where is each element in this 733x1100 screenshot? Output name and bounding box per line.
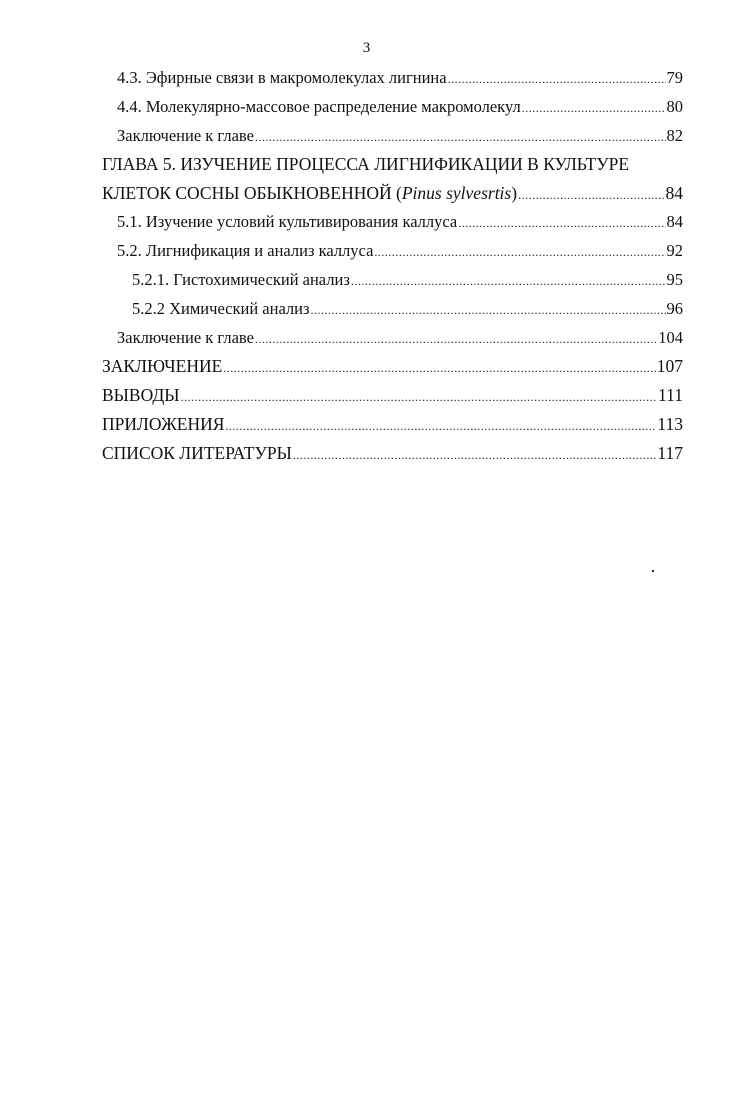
toc-entry-page: 84 — [665, 183, 683, 203]
toc-entry-title — [102, 183, 517, 203]
chapter-5-title-close: ) — [511, 183, 518, 203]
toc-entry-title: 5.2.2 Химический анализ — [132, 299, 310, 318]
toc-leader-dots — [255, 328, 657, 348]
chapter-5-title-text: КЛЕТОК СОСНЫ ОБЫКНОВЕННОЙ ( — [102, 183, 402, 203]
toc-entry-title: ПРИЛОЖЕНИЯ — [102, 414, 225, 434]
toc-entry-page: 82 — [666, 126, 683, 145]
toc-entry-title: 4.4. Молекулярно-массовое распределение макромолекул — [117, 97, 521, 116]
toc-leader-dots — [518, 183, 664, 203]
toc-entry-title: Заключение к главе — [117, 126, 254, 145]
toc-entry-4-3[interactable] — [117, 68, 683, 88]
toc-entry-page: 79 — [666, 68, 683, 87]
toc-entry-page: 113 — [657, 414, 683, 434]
toc-entry-5-2-2[interactable] — [132, 299, 683, 319]
toc-entry-conclusion[interactable] — [102, 356, 683, 376]
toc-entry-5-1[interactable] — [117, 212, 683, 232]
toc-leader-dots — [448, 68, 666, 88]
toc-entry-title: 4.3. Эфирные связи в макромолекулах лигнина — [117, 68, 447, 87]
toc-entry-title: 5.2. Лигнификация и анализ каллуса — [117, 241, 374, 260]
toc-entry-4-conclusion[interactable] — [117, 126, 683, 146]
scan-speck — [652, 570, 654, 572]
toc-leader-dots — [293, 443, 657, 463]
toc-leader-dots — [223, 356, 655, 376]
toc-entry-5-2[interactable] — [117, 241, 683, 261]
toc-leader-dots — [255, 126, 666, 146]
toc-entry-4-4[interactable] — [117, 97, 683, 117]
toc-entry-title: 5.1. Изучение условий культивирования каллуса — [117, 212, 458, 231]
toc-entry-page: 95 — [666, 270, 683, 289]
toc-leader-dots — [522, 97, 666, 117]
toc-entry-page: 92 — [666, 241, 683, 260]
toc-entry-appendices[interactable] — [102, 414, 683, 434]
toc-entry-title: Заключение к главе — [117, 328, 254, 347]
toc-leader-dots — [351, 270, 666, 290]
toc-leader-dots — [225, 414, 656, 434]
toc-entry-5-conclusion[interactable] — [117, 328, 683, 348]
toc-entry-title: ЗАКЛЮЧЕНИЕ — [102, 356, 223, 376]
toc-entry-references[interactable] — [102, 443, 683, 463]
page-number: 3 — [362, 40, 371, 56]
toc-entry-title: ВЫВОДЫ — [102, 385, 180, 405]
toc-leader-dots — [181, 385, 657, 405]
toc-leader-dots — [374, 241, 665, 261]
toc-entry-chapter-5[interactable] — [102, 183, 683, 203]
toc-entry-page: 117 — [657, 443, 683, 463]
toc-entry-findings[interactable] — [102, 385, 683, 405]
toc-chapter-5-heading[interactable]: ГЛАВА 5. ИЗУЧЕНИЕ ПРОЦЕССА ЛИГНИФИКАЦИИ В КУЛЬТУРЕ — [102, 154, 630, 174]
toc-entry-5-2-1[interactable] — [132, 270, 683, 290]
toc-entry-page: 107 — [656, 356, 683, 376]
toc-entry-title: СПИСОК ЛИТЕРАТУРЫ — [102, 443, 292, 463]
toc-entry-page: 84 — [666, 212, 683, 231]
toc-leader-dots — [458, 212, 665, 232]
toc-entry-page: 111 — [658, 385, 683, 405]
toc-leader-dots — [311, 299, 666, 319]
toc-entry-page: 80 — [666, 97, 683, 116]
chapter-5-latin-name: Pinus sylvesrtis — [401, 183, 512, 203]
toc-entry-title: 5.2.1. Гистохимический анализ — [132, 270, 350, 289]
toc-entry-page: 96 — [666, 299, 683, 318]
toc-entry-page: 104 — [658, 328, 683, 347]
